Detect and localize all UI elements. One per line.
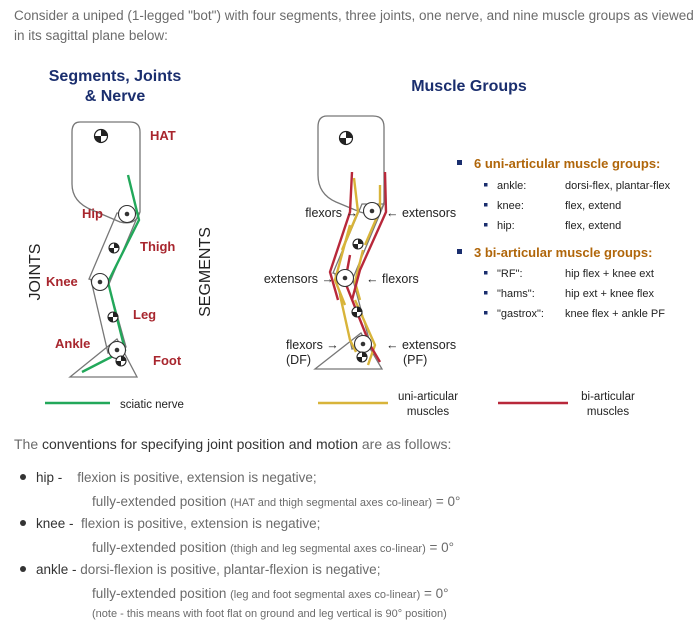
bi-item-name: "hams": [497,288,535,300]
mid-skeleton [315,116,384,369]
left-foot-cg-icon [116,356,126,366]
mid-foot-cg-icon [357,352,367,362]
bi-item-action: hip flex + knee ext [565,268,654,280]
ankle-flexors-df-label: (DF) [286,353,311,367]
ankle-rule-line2 [92,586,449,601]
uni-item-action: flex, extend [565,220,622,232]
hip-line2-value: = 0° [432,494,461,509]
bi-item-bullet [484,311,488,315]
left-hat-cg-icon [95,130,108,143]
intro-text: Consider a uniped (1-legged "bot") with four segments, three joints, one nerve, and nine muscle groups as viewed in its sagittal plane below: [14,8,694,43]
bullet [20,474,26,480]
label-thigh: Thigh [140,239,176,254]
conventions-bold: conventions for specifying joint position and motion [42,436,358,452]
bullet [20,566,26,572]
left-title-line2: & Nerve [84,88,146,105]
mid-knee-joint-icon [337,270,354,287]
hip-extensors-label: ← extensors [386,206,457,220]
knee-rule-line2 [92,540,454,555]
hip-joint-label: hip - [36,470,63,485]
hip-flexors-label: flexors → [305,206,358,220]
ankle-line1: dorsi-flexion is positive, plantar-flexion is negative; [80,562,381,577]
label-ankle: Ankle [55,336,91,351]
muscle-groups-title: Muscle Groups [411,78,527,95]
bi-legend-label-2: muscles [586,406,630,418]
uni-header-bullet [457,160,462,165]
knee-line2-small: (thigh and leg segmental axes co-linear) [230,543,426,555]
ankle-rule-line1 [20,562,380,577]
left-thigh-cg-icon [109,243,119,253]
bi-item-name: "RF": [497,268,523,280]
ankle-note: (note - this means with foot flat on ground and leg vertical is 90° position) [92,608,447,620]
uni-item-bullet [484,203,488,207]
conventions-pre: The [14,436,43,452]
label-foot: Foot [153,353,182,368]
bi-header-bullet [457,249,462,254]
uni-item-bullet [484,223,488,227]
mid-thigh-cg-icon [353,239,363,249]
label-hat: HAT [150,128,176,143]
hip-line2-small: (HAT and thigh segmental axes co-linear) [230,497,433,509]
uni-item-action: flex, extend [565,200,622,212]
label-hip: Hip [82,206,103,221]
hip-rule-line1 [20,470,317,485]
bi-legend-label-1: bi-articular [581,391,635,403]
bi-item-name: "gastrox": [497,308,544,320]
ankle-line2-main: fully-extended position [92,586,231,601]
uni-legend-label-1: uni-articular [397,391,459,403]
ankle-joint-label: ankle - [36,562,77,577]
knee-joint-label: knee - [36,516,74,531]
uni-item-name: ankle: [497,180,527,192]
bullet [20,520,26,526]
bi-item-action: hip ext + knee flex [565,288,654,300]
ankle-line2-small: (leg and foot segmental axes co-linear) [230,589,421,601]
segments-vertical-label: SEGMENTS [197,227,214,317]
uni-item-name: knee: [497,200,524,212]
uni-item-action: dorsi-flex, plantar-flex [565,180,671,192]
ankle-line2-value: = 0° [420,586,449,601]
uni-legend-label-2: muscles [406,406,450,418]
ankle-extensors-label: ← extensors [386,338,457,352]
bi-item-bullet [484,291,488,295]
bi-item-action: knee flex + ankle PF [565,308,665,320]
conventions-heading [14,436,451,452]
hip-line2-main: fully-extended position [92,494,231,509]
label-leg: Leg [133,307,157,322]
left-hip-joint-icon [119,206,136,223]
hip-line1: flexion is positive, extension is negative; [77,470,317,485]
left-title-line1: Segments, Joints [48,68,182,85]
ankle-extensors-pf-label: (PF) [403,353,428,367]
left-sciatic-nerve [82,175,139,372]
mid-ankle-joint-icon [355,336,372,353]
nerve-legend-label: sciatic nerve [120,399,184,411]
knee-flexors-label: ← flexors [366,272,419,286]
conventions-post: are as follows: [357,436,452,452]
uni-header: 6 uni-articular muscle groups: [474,156,661,171]
knee-line2-value: = 0° [425,540,455,555]
ankle-flexors-label: flexors → [286,338,339,352]
bi-item-bullet [484,271,488,275]
mid-hat-cg-icon [340,132,353,145]
hip-rule-line2 [92,494,460,509]
mid-leg-cg-icon [352,307,362,317]
knee-line2-main: fully-extended position [92,540,231,555]
left-leg-cg-icon [108,312,118,322]
knee-rule-line1 [20,516,320,531]
uniped-diagram [0,56,700,426]
bi-header: 3 bi-articular muscle groups: [474,245,653,260]
uni-item-name: hip: [497,220,515,232]
uni-item-bullet [484,183,488,187]
left-knee-joint-icon [92,274,109,291]
label-knee: Knee [46,274,78,289]
joints-vertical-label: JOINTS [27,243,44,301]
knee-line1: flexion is positive, extension is negative; [81,516,321,531]
mid-hip-joint-icon [364,203,381,220]
knee-extensors-label: extensors → [263,272,334,286]
